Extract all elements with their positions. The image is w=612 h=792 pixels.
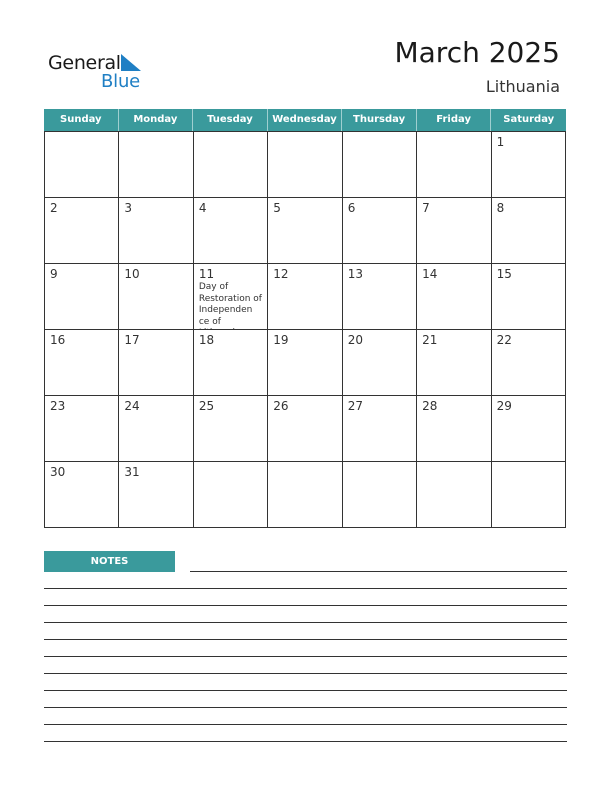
day-cell [194, 132, 268, 198]
weekday-header [44, 109, 566, 131]
day-cell [343, 396, 417, 462]
day-number: 28 [422, 399, 438, 413]
day-cell [194, 462, 268, 528]
day-cell [194, 264, 268, 330]
day-number: 9 [50, 267, 58, 281]
day-number: 27 [347, 399, 363, 413]
notes-label: NOTES [44, 551, 175, 572]
day-cell [268, 198, 342, 264]
notes-line [44, 656, 567, 657]
day-cell [45, 462, 119, 528]
day-number: 18 [198, 333, 215, 347]
day-cell [492, 132, 566, 198]
day-cell [343, 462, 417, 528]
country-name: Lithuania [485, 77, 560, 96]
day-number: 22 [496, 333, 512, 347]
day-number: 25 [198, 399, 215, 413]
day-number: 8 [496, 201, 505, 215]
day-cell [417, 462, 491, 528]
day-cell [417, 198, 491, 264]
day-cell [119, 264, 193, 330]
day-cell [492, 198, 566, 264]
logo [48, 52, 158, 92]
notes-line [190, 571, 567, 572]
day-cell [343, 264, 417, 330]
day-cell [343, 330, 417, 396]
day-number: 16 [50, 333, 66, 347]
logo-blue-text: Blue [101, 71, 141, 92]
day-cell [268, 462, 342, 528]
day-number: 15 [496, 267, 512, 281]
day-number: 11 [198, 267, 215, 281]
calendar-grid [44, 131, 566, 528]
page-title: March 2025 [394, 36, 560, 69]
day-number: 5 [273, 201, 281, 215]
calendar [44, 109, 566, 528]
day-number: 12 [273, 267, 289, 281]
notes-line [44, 673, 567, 674]
day-cell [268, 264, 342, 330]
weekday-thursday: Thursday [342, 109, 417, 131]
day-number: 20 [347, 333, 363, 347]
notes-line [44, 622, 567, 623]
day-number: 6 [347, 201, 356, 215]
day-cell [45, 396, 119, 462]
day-number: 29 [496, 399, 512, 413]
day-number: 24 [124, 399, 140, 413]
notes-line [44, 724, 567, 725]
day-cell [119, 462, 193, 528]
day-number: 23 [50, 399, 66, 413]
day-cell [417, 264, 491, 330]
day-number: 4 [198, 201, 207, 215]
day-cell [417, 132, 491, 198]
day-cell [268, 132, 342, 198]
day-number: 2 [50, 201, 58, 215]
weekday-friday: Friday [417, 109, 492, 131]
day-number: 26 [273, 399, 289, 413]
day-cell [492, 462, 566, 528]
day-number: 31 [124, 465, 140, 479]
day-cell [194, 396, 268, 462]
day-cell [268, 330, 342, 396]
day-cell [268, 396, 342, 462]
weekday-monday: Monday [119, 109, 194, 131]
day-cell [119, 396, 193, 462]
day-cell [45, 198, 119, 264]
day-cell [194, 198, 268, 264]
day-number: 19 [273, 333, 289, 347]
logo-triangle-icon [121, 54, 141, 71]
holiday-text: Day of Restoration of Independen ce of [198, 282, 262, 327]
day-cell [343, 132, 417, 198]
weekday-tuesday: Tuesday [193, 109, 268, 131]
day-number: 3 [124, 201, 133, 215]
day-cell [417, 396, 491, 462]
day-cell [492, 396, 566, 462]
day-number: 10 [124, 267, 140, 281]
weekday-sunday: Sunday [44, 109, 119, 131]
day-cell [45, 264, 119, 330]
notes-line [44, 690, 567, 691]
day-cell [492, 264, 566, 330]
day-cell [119, 198, 193, 264]
weekday-wednesday: Wednesday [268, 109, 343, 131]
day-number: 7 [422, 201, 430, 215]
day-cell [492, 330, 566, 396]
day-number: 14 [422, 267, 438, 281]
day-cell [119, 330, 193, 396]
notes-line [44, 605, 567, 606]
day-number: 21 [422, 333, 438, 347]
notes-line [44, 639, 567, 640]
notes-line [44, 588, 567, 589]
day-cell [343, 198, 417, 264]
notes-line [44, 707, 567, 708]
notes-line [44, 741, 567, 742]
day-number: 13 [347, 267, 363, 281]
day-cell [119, 132, 193, 198]
logo-general-text: General [48, 52, 121, 74]
day-cell [194, 330, 268, 396]
day-number: 30 [50, 465, 66, 479]
day-cell [45, 330, 119, 396]
day-number: 17 [124, 333, 140, 347]
day-cell [45, 132, 119, 198]
day-number: 1 [496, 135, 505, 149]
day-cell [417, 330, 491, 396]
weekday-saturday: Saturday [503, 114, 555, 125]
